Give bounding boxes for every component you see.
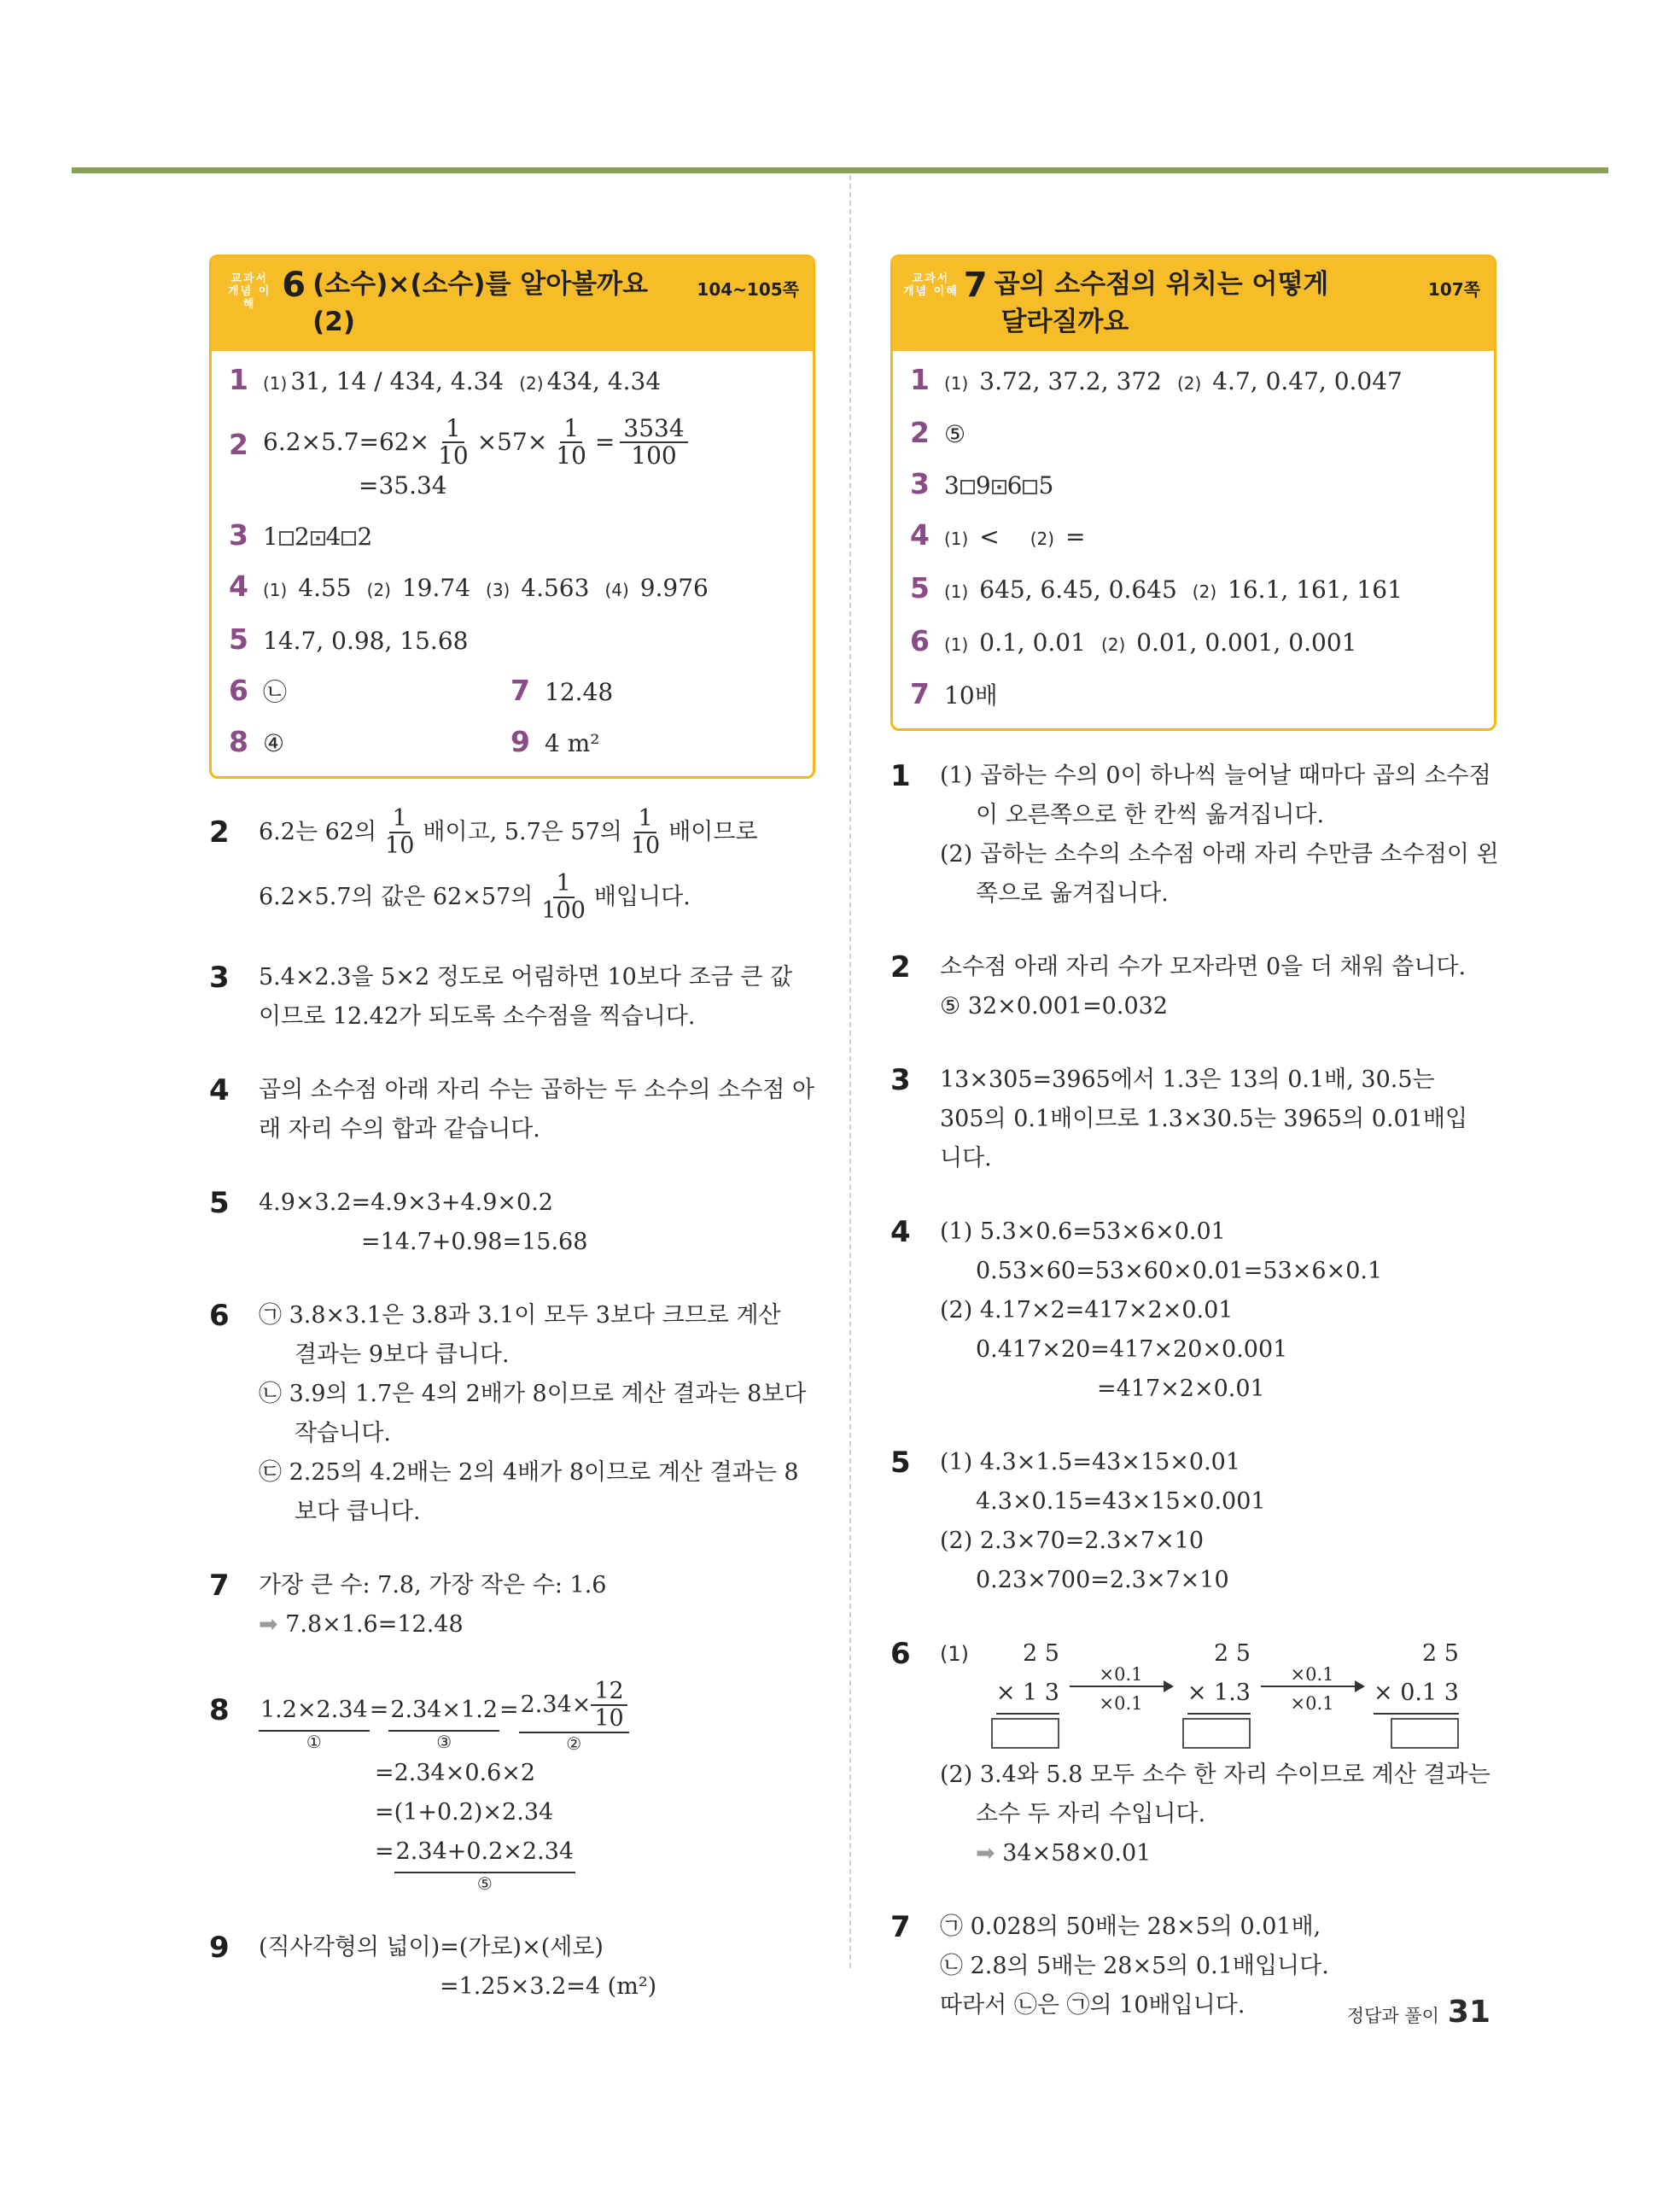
answer-7: 7 10배 <box>910 677 998 710</box>
section-7-header <box>893 257 1494 351</box>
explanation-5: 5 (1) 4.3×1.5=43×15×0.01 4.3×0.15=43×15×0.001 (2) 2.3×70=2.3×7×10 0.23×700=2.3×7×10 <box>890 1446 1266 1593</box>
arrow-right-icon: ➡ <box>976 1840 995 1867</box>
answer-blank[interactable] <box>1182 1718 1251 1749</box>
answer-3: 3 1 2 4 2 <box>229 518 373 552</box>
answer-blank[interactable] <box>1391 1718 1459 1749</box>
top-rule <box>72 167 1608 173</box>
explanation-3: 3 5.4×2.3을 5×2 정도로 어림하면 10보다 조금 큰 값 이므로 12.42가 되도록 소수점을 찍습니다. <box>209 961 793 1030</box>
multiplication-2: 2 5 × 1.3 <box>1182 1634 1251 1749</box>
explanation-6: 6 ㉠ 3.8×3.1은 3.8과 3.1이 모두 3보다 크므로 계산 결과는 9보다 큽니다. ㉡ 3.9의 1.7은 4의 2배가 8이므로 계산 결과는 8보다 작습니다. ㉢ 2.25의 4.2배는 2의 4배가 8이므로 계산 결과는 8 보다 큽니다. <box>209 1299 807 1525</box>
section-7-summary-box <box>890 254 1496 731</box>
answer-blank[interactable] <box>991 1718 1059 1749</box>
textbook-badge: 교과서 개념 이해 <box>903 272 959 298</box>
section-title: 곱의 소수점의 위치는 어떻게 달라질까요 <box>994 269 1329 337</box>
textbook-badge: 교과서 개념 이해 <box>228 272 271 311</box>
page-number: 31 <box>1447 1995 1490 2030</box>
arrow-right-icon <box>1261 1686 1363 1687</box>
answer-2: 2 6.2×5.7=62× $\frac{1}{10}$ ×57× $\frac{1}{10}$ = $\frac{3534}{100}$ =35.34 <box>229 416 796 503</box>
explanation-2: 2 소수점 아래 자리 수가 모자라면 0을 더 채워 씁니다. ⑤ 32×0.001=0.032 <box>890 950 1467 1020</box>
fraction: $\frac{1}{10}$ <box>556 414 586 470</box>
answer-6-7: 6 ㉡ 7 12.48 <box>229 674 614 707</box>
right-column <box>890 254 1499 2025</box>
dotted-box-icon <box>311 531 325 546</box>
empty-box-icon <box>341 531 356 546</box>
fraction: $\frac{3534}{100}$ <box>620 416 687 469</box>
explanation-3: 3 13×305=3965에서 1.3은 13의 0.1배, 30.5는 305의 0.1배이므로 1.3×30.5는 3965의 0.01배입 니다. <box>890 1063 1468 1171</box>
explanation-2: 2 6.2는 62의 $\frac{1}{10}$ 배이고, 5.7은 57의 $\frac{1}{10}$ 배이므로 6.2×5.7의 값은 62×57의 $\frac{1}{100}$ 배입니다. <box>209 805 758 924</box>
explanation-4: 4 (1) 5.3×0.6=53×6×0.01 0.53×60=53×60×0.01=53×6×0.1 (2) 4.17×2=417×2×0.01 0.417×20=417×20×0.001 =417×2×0.01 <box>890 1215 1383 1402</box>
answer-1: 1 (1) 31, 14 / 434, 4.34 (2) 434, 4.34 <box>229 363 662 396</box>
answer-list <box>893 351 1494 728</box>
footer-label: 정답과 풀이 <box>1346 2006 1439 2026</box>
multiplication-1: 2 5 × 1 3 <box>991 1634 1059 1749</box>
explanation-5: 5 4.9×3.2=4.9×3+4.9×0.2 =14.7+0.98=15.68 <box>209 1186 588 1255</box>
dotted-box-icon <box>992 480 1006 494</box>
column-divider <box>849 175 851 1968</box>
section-number: 6 <box>282 266 306 305</box>
section-number: 7 <box>963 266 988 305</box>
section-6-header <box>212 257 813 351</box>
answer-1: 1 (1) 3.72, 37.2, 372 (2) 4.7, 0.47, 0.047 <box>910 363 1403 396</box>
explanation-7: 7 ㉠ 0.028의 50배는 28×5의 0.01배, ㉡ 2.8의 5배는 28×5의 0.1배입니다. 따라서 ㉡은 ㉠의 10배입니다. <box>890 1910 1329 2019</box>
explanation-7: 7 가장 큰 수: 7.8, 가장 작은 수: 1.6 ➡ 7.8×1.6=12.48 <box>209 1569 607 1638</box>
explanation-6: 6 (1) 2 5 × 1 3 ×0.1 ×0.1 2 5 × 1.3 ×0.1 ×0.1 2 5 × 0.1 3 (2) 3.4와 5.8 모두 소수 한 자리 수이므로 계산 결과는 소수 두 자리 수입니다. ➡ 34×58×0.01 <box>890 1634 1496 1873</box>
page-footer <box>1347 1995 1490 2030</box>
left-column <box>209 254 815 2007</box>
answer-list <box>212 351 813 776</box>
empty-box-icon <box>279 531 294 546</box>
answer-4: 4 (1) 4.55 (2) 19.74 (3) 4.563 (4) 9.976 <box>229 570 709 603</box>
empty-box-icon <box>1023 480 1037 494</box>
answer-2: 2 ⑤ <box>910 416 966 449</box>
answer-5: 5 (1) 645, 6.45, 0.645 (2) 16.1, 161, 161 <box>910 571 1403 605</box>
answer-8-9: 8 ④ 9 4 m² <box>229 725 600 758</box>
explanation-8: 8 1.2×2.34 ① = 2.34×1.2 ③ = 2.34× $\frac{12}{10}$ ② =2.34×0.6×2 =(1+0.2)×2.34 = 2.34+0.2×2.34 ⑤ <box>209 1679 815 1894</box>
times-arrow-1: ×0.1 ×0.1 <box>1070 1663 1172 1715</box>
explanation-4: 4 곱의 소수점 아래 자리 수는 곱하는 두 소수의 소수점 아 래 자리 수의 합과 같습니다. <box>209 1073 815 1142</box>
times-arrow-2: ×0.1 ×0.1 <box>1261 1663 1363 1715</box>
answer-4: 4 (1) < (2) = <box>910 518 1086 552</box>
empty-box-icon <box>960 480 975 494</box>
page-range: 104~105쪽 <box>697 279 799 300</box>
arrow-right-icon <box>1070 1686 1172 1687</box>
arrow-right-icon: ➡ <box>259 1611 278 1638</box>
page-range: 107쪽 <box>1427 279 1480 300</box>
multiplication-3: 2 5 × 0.1 3 <box>1374 1634 1459 1749</box>
section-title: (소수)×(소수)를 알아볼까요 (2) <box>312 269 649 337</box>
fraction: $\frac{1}{10}$ <box>438 414 469 470</box>
answer-3: 3 3 9 6 5 <box>910 467 1054 500</box>
answer-6: 6 (1) 0.1, 0.01 (2) 0.01, 0.001, 0.001 <box>910 624 1357 657</box>
answer-5: 5 14.7, 0.98, 15.68 <box>229 622 469 656</box>
vertical-multiplication: (1) 2 5 × 1 3 ×0.1 ×0.1 2 5 × 1.3 ×0.1 ×0.1 2 5 × 0.1 3 <box>940 1634 1496 1749</box>
explanation-9: 9 (직사각형의 넓이)=(가로)×(세로) =1.25×3.2=4 (m²) <box>209 1931 657 2000</box>
explanation-1: 1 (1) 곱하는 수의 0이 하나씩 늘어날 때마다 곱의 소수점 이 오른쪽으로 한 칸씩 옮겨집니다. (2) 곱하는 소수의 소수점 아래 자리 수만큼 소수점이 왼 쪽으로 옮겨집니다. <box>890 759 1499 907</box>
section-6-summary-box <box>209 254 815 779</box>
